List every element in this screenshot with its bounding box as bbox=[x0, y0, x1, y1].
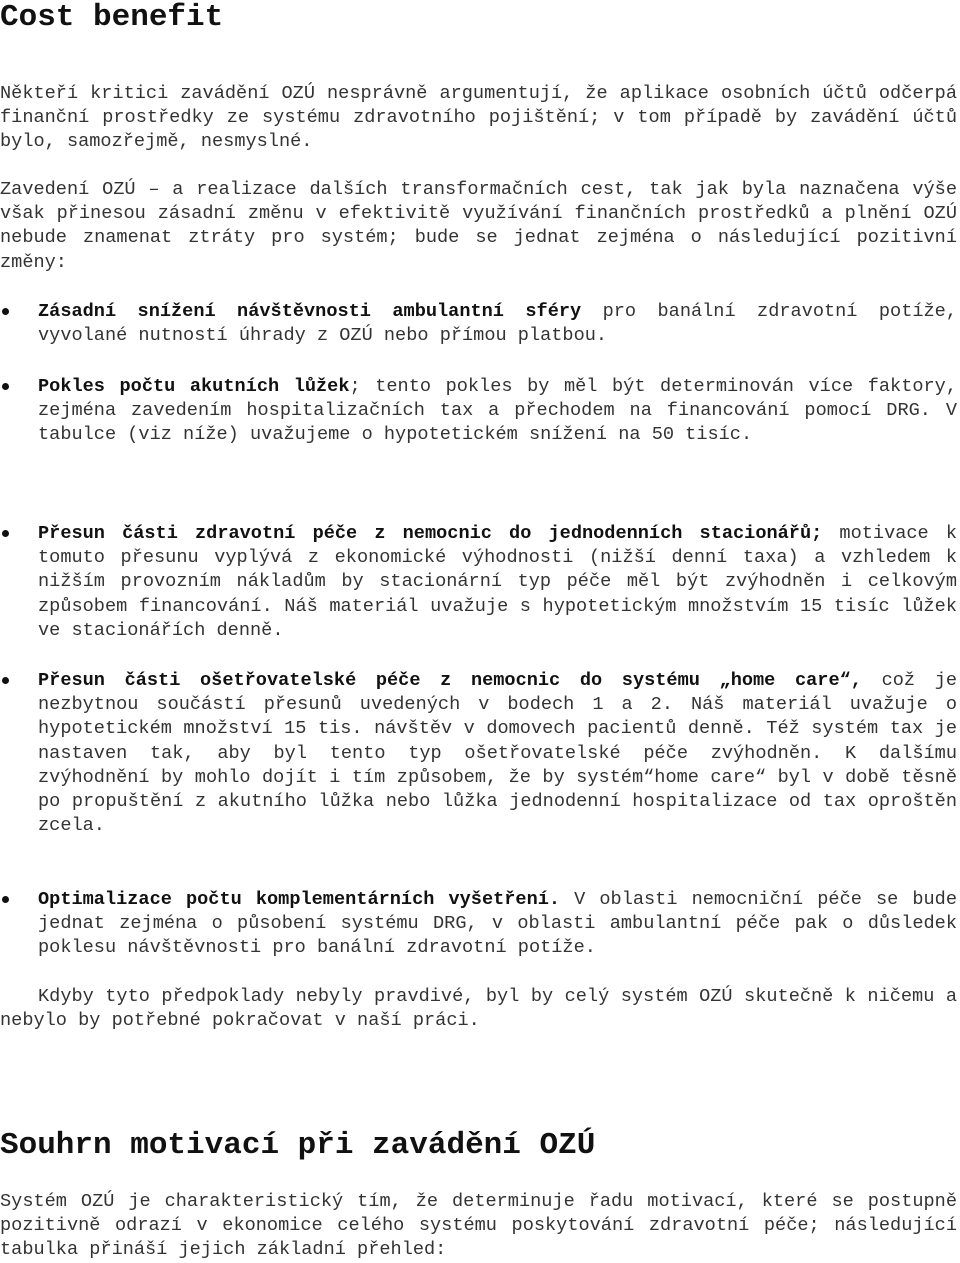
list-item-body: motivace k tomuto přesunu vyplývá z ekonomické výhodnosti (nižší denní taxa) a vzhledem k nižším provozním nákladům by stacionární typ péče měl být zvýhodněn i celkovým způsobem financování. Náš materiál uvažuje s hypotetickým množstvím 15 tisíc lůžek ve stacionářích denně. bbox=[38, 523, 957, 641]
bullet-icon bbox=[2, 308, 9, 315]
list-item-text bbox=[38, 888, 957, 961]
list-item bbox=[0, 888, 957, 961]
list-item-heading: Přesun části zdravotní péče z nemocnic do jednodenních stacionářů; bbox=[38, 523, 823, 544]
paragraph-introduction-ozu: Zavedení OZÚ – a realizace dalších transformačních cest, tak jak byla naznačena výše však přinesou zásadní změnu v efektivitě využívání finančních prostředků a plnění OZÚ nebude znamenat ztráty pro systém; bude se jednat zejména o následující pozitivní změny: bbox=[0, 179, 957, 273]
list-item-text bbox=[38, 300, 957, 348]
bullet-icon bbox=[2, 383, 9, 390]
paragraph-critics: Někteří kritici zavádění OZÚ nesprávně argumentují, že aplikace osobních účtů odčerpá finanční prostředky ze systému zdravotního pojištění; v tom případě by zavádění účtů bylo, samozřejmě, nesmyslné. bbox=[0, 83, 957, 153]
paragraph-motivation-summary: Systém OZÚ je charakteristický tím, že determinuje řadu motivací, které se postupně pozitivně odrazí v ekonomice celého systému poskytování zdravotní péče; následující tabulka přináší jejich základní přehled: bbox=[0, 1191, 957, 1261]
list-item-heading: Optimalizace počtu komplementárních vyšetření. bbox=[38, 889, 561, 910]
section-title-cost-benefit: Cost benefit bbox=[0, 0, 224, 35]
bullet-icon bbox=[2, 896, 9, 903]
paragraph-conclusion-text: Kdyby tyto předpoklady nebyly pravdivé, byl by celý systém OZÚ skutečně k ničemu a nebylo by potřebné pokračovat v naší práci. bbox=[0, 986, 957, 1032]
list-item bbox=[0, 522, 957, 643]
list-item-text bbox=[38, 522, 957, 643]
list-item-heading: Zásadní snížení návštěvnosti ambulantní sféry bbox=[38, 301, 582, 322]
list-item-text bbox=[38, 375, 957, 448]
list-item bbox=[0, 300, 957, 348]
list-item-heading: Přesun části ošetřovatelské péče z nemocnic do systému „home care“, bbox=[38, 670, 862, 691]
bullet-icon bbox=[2, 677, 9, 684]
list-item bbox=[0, 669, 957, 838]
list-item-body: pro banální zdravotní potíže, vyvolané nutností úhrady z OZÚ nebo přímou platbou. bbox=[38, 301, 957, 347]
list-item-text bbox=[38, 669, 957, 838]
list-item-body: ; tento pokles by měl být determinován více faktory, zejména zavedením hospitalizačních tax a přechodem na financování pomocí DRG. V tabulce (viz níže) uvažujeme o hypotetickém snížení na 50 tisíc. bbox=[38, 376, 957, 446]
list-item-body: V oblasti nemocniční péče se bude jednat zejména o působení systému DRG, v oblasti ambulantní péče pak o důsledek poklesu návštěvnosti pro banální zdravotní potíže. bbox=[38, 889, 957, 959]
list-item-heading: Pokles počtu akutních lůžek bbox=[38, 376, 350, 397]
section-title-motivation-summary: Souhrn motivací při zavádění OZÚ bbox=[0, 1128, 596, 1163]
bullet-icon bbox=[2, 530, 9, 537]
list-item-body: což je nezbytnou součástí přesunů uvedených v bodech 1 a 2. Náš materiál uvažuje o hypotetickém množství 15 tis. návštěv v domovech pacientů denně. Též systém tax je nastaven tak, aby byl tento typ ošetřovatelské péče zvýhodněn. K dalšímu zvýhodnění by mohlo dojít i tím způsobem, že by systém“home care“ byl v době těsně po propuštění z akutního lůžka nebo lůžka jednodenní hospitalizace od tax oproštěn zcela. bbox=[38, 670, 958, 837]
paragraph-conclusion bbox=[0, 985, 957, 1033]
list-item bbox=[0, 375, 957, 448]
